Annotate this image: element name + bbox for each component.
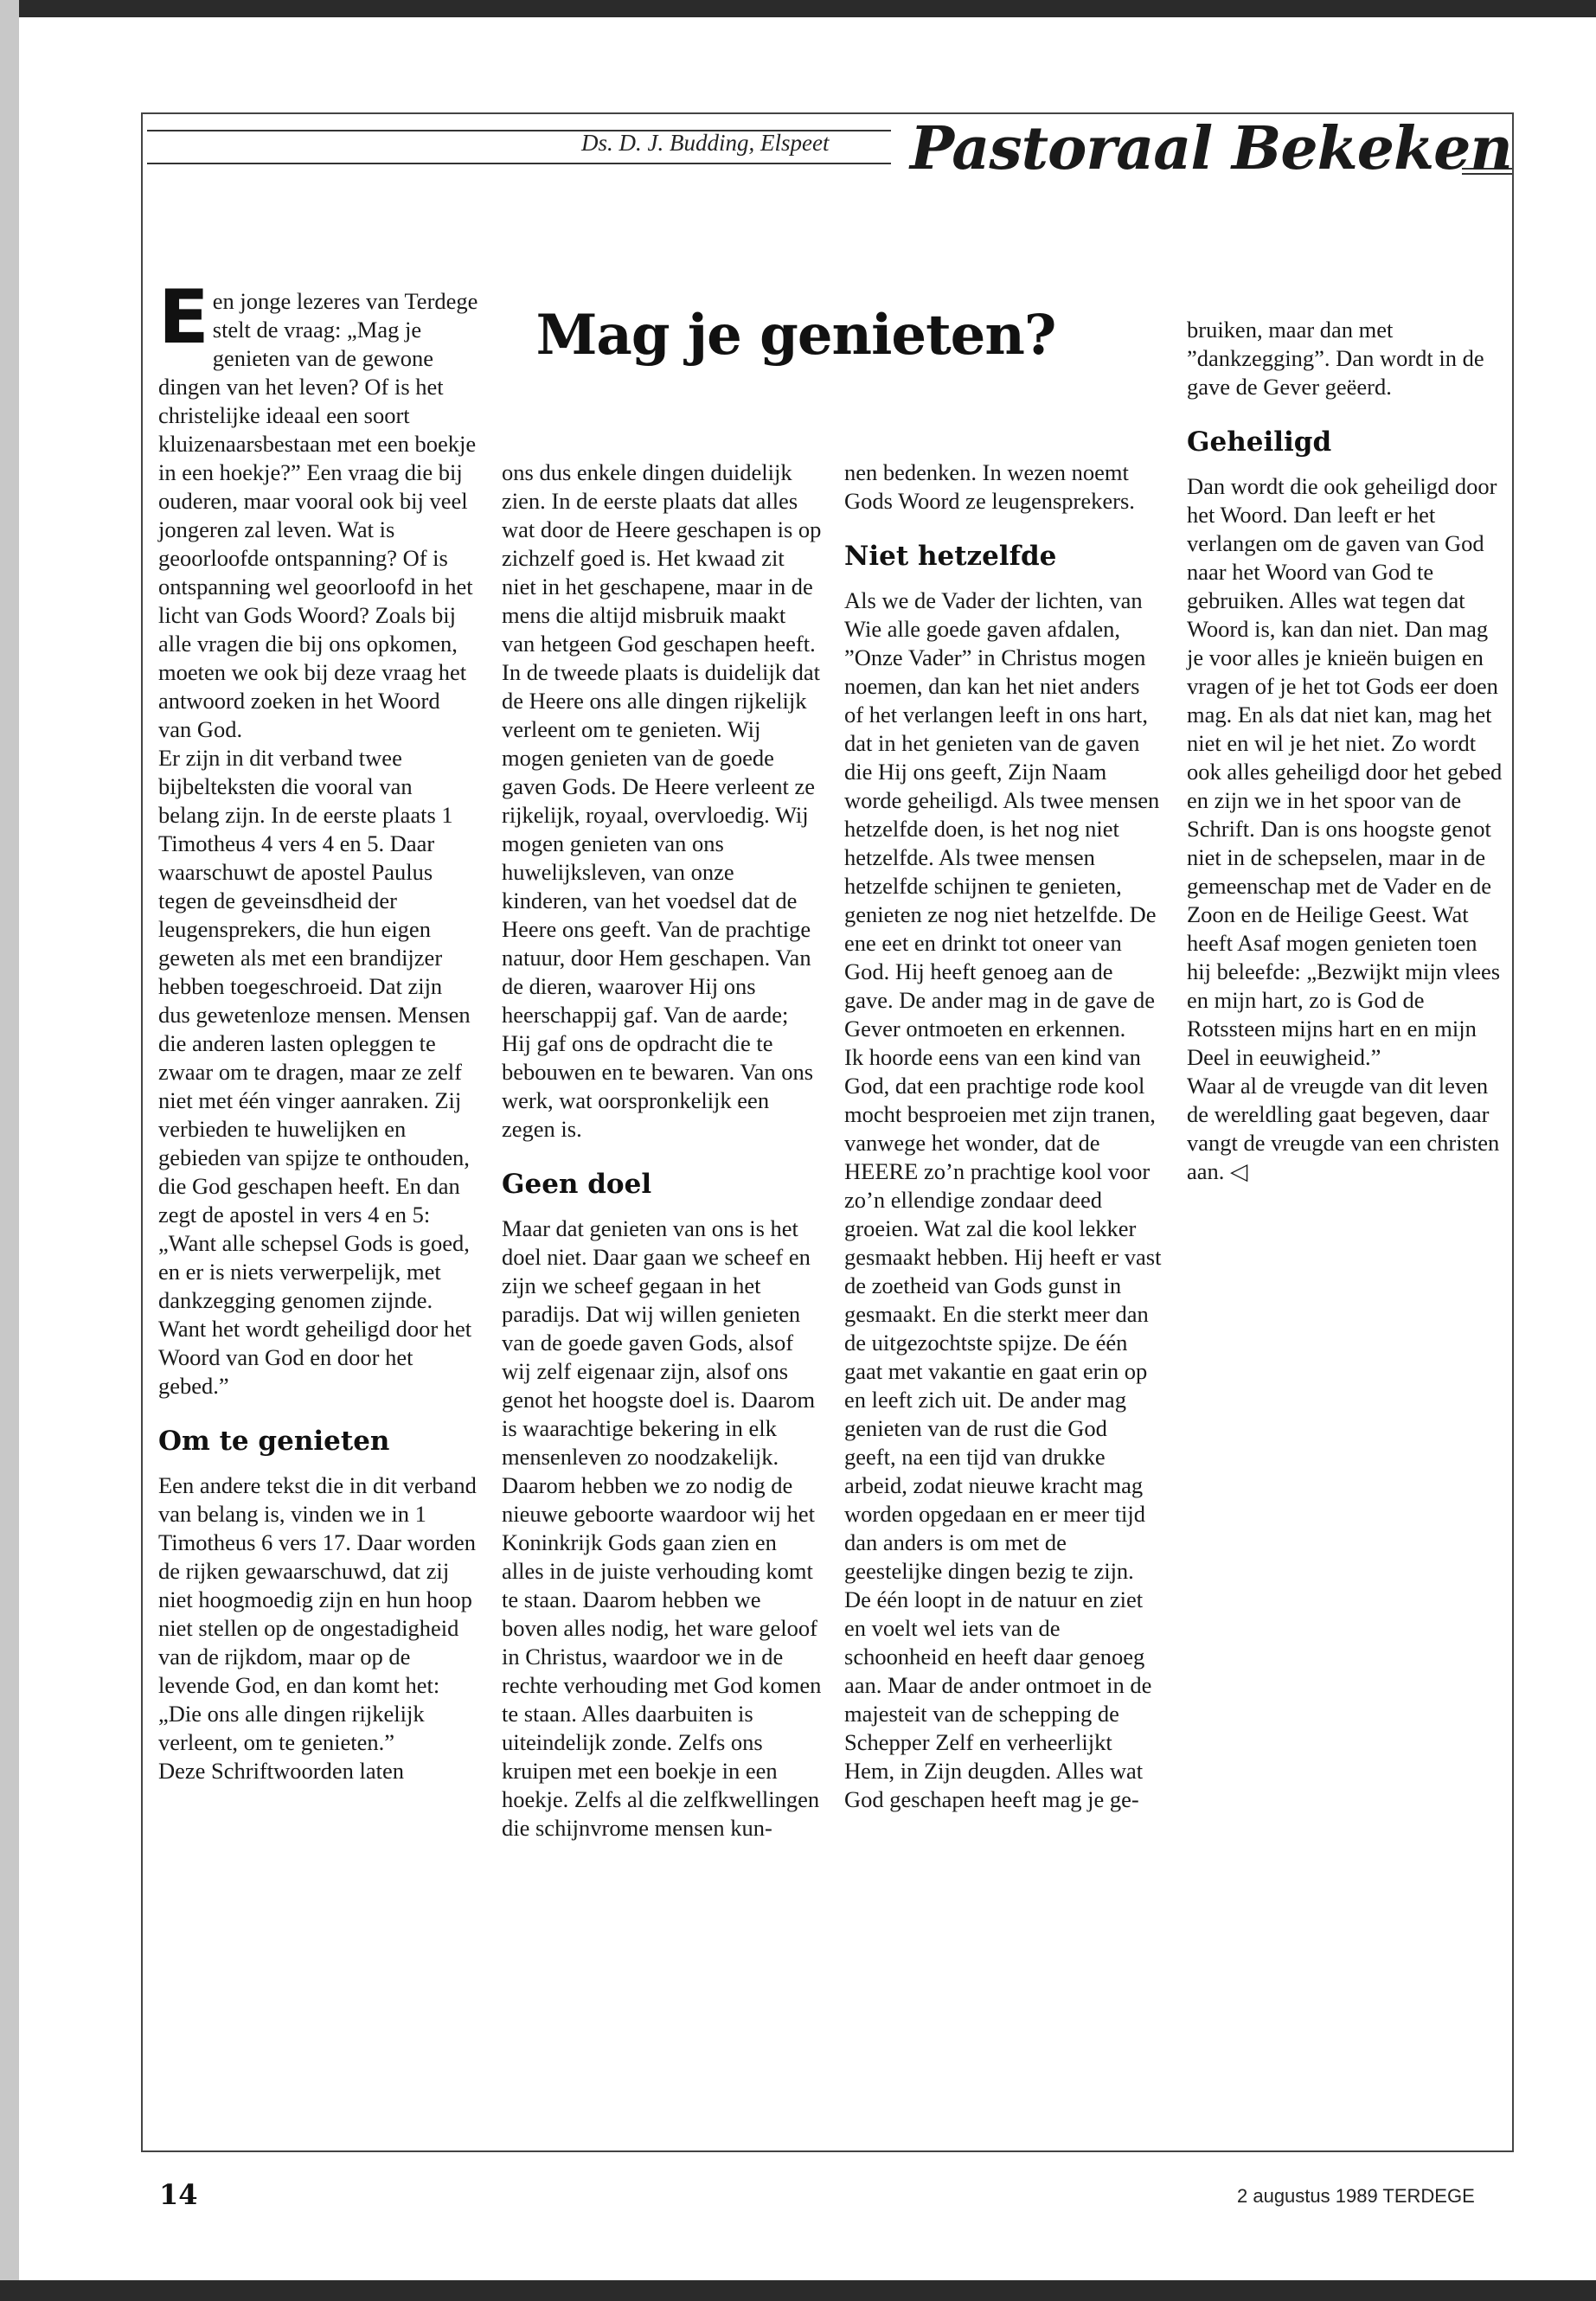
paragraph: bruiken, maar dan met ”dankzegging”. Dan wordt in de gave de Gever geëerd.: [1187, 317, 1484, 400]
subheading: Geen doel: [502, 1169, 652, 1200]
paragraph: Als we de Vader der lichten, van Wie alle goede gaven afdalen, ”Onze Vader” in Christus mogen noemen, dan kan het niet anders of het verlangen leeft in ons hart, dat in het genieten van de gaven die Hij ons geeft, Zijn Naam worde geheiligd. Als twee mensen hetzelfde doen, is het nog niet hetzelfde. Als twee mensen hetzelfde schijnen te genieten, genieten ze nog niet hetzelfde. De ene eet en drinkt tot oneer van God. Hij heeft genoeg aan de gave. De ander mag in de gave de Gever ontmoeten en erkennen.: [844, 587, 1160, 1042]
paragraph: ons dus enkele dingen duidelijk zien. In de eerste plaats dat alles wat door de Heere geschapen is op zichzelf goed is. Het kwaad zit niet in het geschapene, maar in de mens die altijd misbruik maakt van hetgeen God geschapen heeft.: [502, 459, 822, 657]
subheading: Geheiligd: [1187, 426, 1332, 458]
article-column-2: [502, 458, 822, 1843]
scan-edge-bottom: [0, 2280, 1596, 2301]
paragraph: In de tweede plaats is duidelijk dat de Heere ons alle dingen rijkelijk verleent om te genieten. Wij mogen genieten van de goede gaven Gods. De Heere verleent ze rijkelijk, royaal, overvloedig. Wij mogen genieten van ons huwelijksleven, van onze kinderen, van het voedsel dat de Heere ons geeft. Van de prachtige natuur, door Hem geschapen. Van de dieren, waarover Hij ons heerschappij gaf. Van de aarde; Hij gaf ons de opdracht die te bebouwen en te bewaren. Van ons werk, wat oorspronkelijk een zegen is.: [502, 659, 820, 1142]
scan-edge-top: [0, 0, 1596, 17]
paragraph: Maar dat genieten van ons is het doel niet. Daar gaan we scheef en zijn we scheef gegaan in het paradijs. Dat wij willen genieten van de goede gaven Gods, alsof wij zelf eigenaar zijn, alsof ons genot het hoogste doel is. Daarom is waarachtige bekering in elk mensenleven zo noodzakelijk. Daarom hebben we zo nodig de nieuwe geboorte waardoor wij het Koninkrijk Gods gaan zien en alles in de juiste verhouding komt te staan. Daarom hebben we boven alles nodig, het ware geloof in Christus, waardoor we in de rechte verhouding met God komen te staan. Alles daarbuiten is uiteindelijk zonde. Zelfs ons kruipen met een boekje in een hoekje. Zelfs al die zelfkwellingen die schijnvrome mensen kun-: [502, 1215, 822, 1841]
paragraph: Deze Schriftwoorden laten: [158, 1758, 405, 1784]
article-headline: Mag je genieten?: [535, 303, 1056, 368]
issue-footer: 2 augustus 1989 TERDEGE: [1237, 2185, 1475, 2207]
paragraph: Waar al de vreugde van dit leven de wereldling gaat begeven, daar vangt de vreugde van een christen aan. ◁: [1187, 1073, 1500, 1184]
paragraph: Een andere tekst die in dit verband van belang is, vinden we in 1 Timotheus 6 vers 17. Daar worden de rijken gewaarschuwd, dat zij niet hoogmoedig zijn en hun hoop niet stellen op de ongestadigheid van de rijkdom, maar op de levende God, en dan komt het: „Die ons alle dingen rijkelijk verleent, om te genieten.”: [158, 1472, 477, 1755]
article-column-3: [844, 458, 1164, 1814]
subheading: Niet hetzelfde: [844, 541, 1057, 572]
paragraph: Dan wordt die ook geheiligd door het Woord. Dan leeft er het verlangen om de gaven van God naar het Woord van God te gebruiken. Alles wat tegen dat Woord is, kan dan niet. Dan mag je voor alles je knieën buigen en vragen of je het tot Gods eer doen mag. En als dat niet kan, mag het niet en wil je het niet. Zo wordt ook alles geheiligd door het gebed en zijn we in het spoor van de Schrift. Dan is ons hoogste genot niet in de schepselen, maar in de gemeenschap met de Vader en de Zoon en de Heilige Geest. Wat heeft Asaf mogen genieten toen hij beleefde: „Bezwijkt mijn vlees en mijn hart, zo is God de Rotssteen mijns hart en en mijn Deel in eeuwigheid.”: [1187, 473, 1503, 1070]
section-title: Pastoraal Bekeken: [910, 114, 1512, 183]
paragraph: Een jonge lezeres van Terdege stelt de vraag: „Mag je genieten van de gewone dingen van het leven? Of is het christelijke ideaal een soort kluizenaarsbestaan met een boekje in een hoekje?” Een vraag die bij ouderen, maar vooral ook bij veel jongeren zal leven. Wat is geoorloofde ontspanning? Of is ontspanning wel geoorloofd in het licht van Gods Woord? Zoals bij alle vragen die bij ons opkomen, moeten we ook bij deze vraag het antwoord zoeken in het Woord van God.: [158, 274, 478, 742]
paragraph: Er zijn in dit verband twee bijbelteksten die vooral van belang zijn. In de eerste plaats 1 Timotheus 4 vers 4 en 5. Daar waarschuwt de apostel Paulus tegen de geveinsdheid der leugensprekers, die hun eigen geweten als met een brandijzer hebben toegeschroeid. Dat zijn dus gewetenloze mensen. Mensen die anderen lasten opleggen te zwaar om te dragen, maar ze zelf niet met één vinger aanraken. Zij verbieden te huwelijken en gebieden van spijze te onthouden, die God geschapen heeft. En dan zegt de apostel in vers 4 en 5: „Want alle schepsel Gods is goed, en er is niets verwerpelijk, met dankzegging genomen zijnde. Want het wordt geheiligd door het Woord van God en door het gebed.”: [158, 745, 472, 1399]
author-byline: Ds. D. J. Budding, Elspeet: [581, 130, 830, 156]
paragraph: Ik hoorde eens van een kind van God, dat een prachtige rode kool mocht besproeien met zijn tranen, vanwege het wonder, dat de HEERE zo’n prachtige kool voor zo’n ellendige zondaar deed groeien. Wat zal die kool lekker gesmaakt hebben. Hij heeft er vast de zoetheid van Gods gunst in gesmaakt. En die sterkt meer dan de uitgezochtste spijze. De één gaat met vakantie en gaat erin op en leeft zich uit. De ander mag genieten van de rust die God geeft, na een tijd van drukke arbeid, zodat nieuwe kracht mag worden opgedaan en er meer tijd dan anders is om met de geestelijke dingen bezig te zijn. De één loopt in de natuur en ziet en voelt wel iets van de schoonheid en heeft daar genoeg aan. Maar de ander ontmoet in de majesteit van de schepping de Schepper Zelf en verheerlijkt Hem, in Zijn deugden. Alles wat God geschapen heeft mag je ge-: [844, 1044, 1162, 1812]
drop-cap: E: [158, 274, 209, 361]
subheading: Om te genieten: [158, 1426, 390, 1457]
article-column-1: [158, 274, 478, 1785]
page-number: 14: [159, 2178, 198, 2211]
article-column-4: [1187, 316, 1507, 1186]
scan-edge-left: [0, 0, 19, 2301]
header-rule: [147, 163, 891, 164]
paragraph: nen bedenken. In wezen noemt Gods Woord ze leugensprekers.: [844, 459, 1135, 514]
